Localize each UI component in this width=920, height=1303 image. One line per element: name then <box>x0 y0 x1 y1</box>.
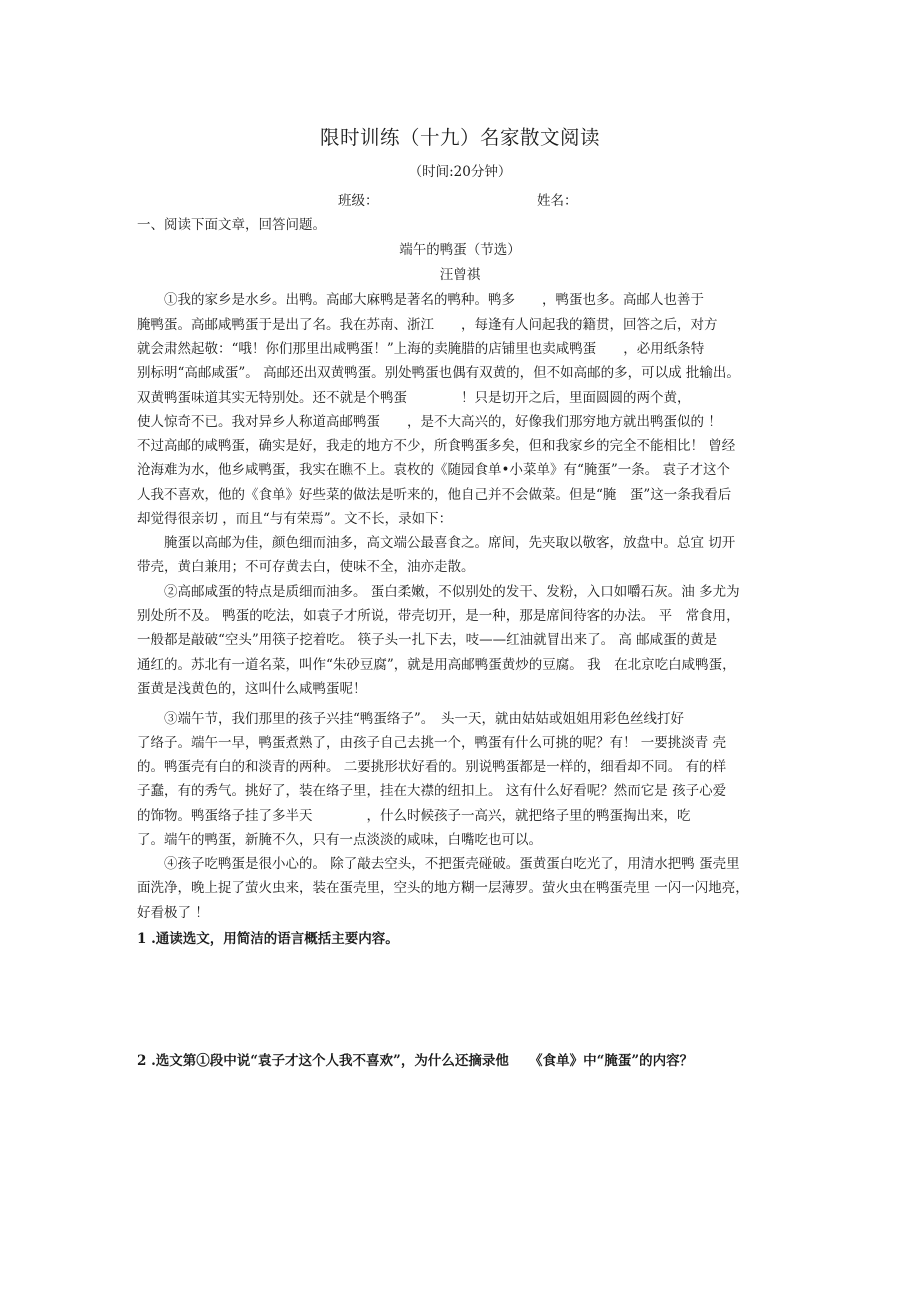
instruction: 一、阅读下面文章，回答问题。 <box>137 217 326 233</box>
article-line: 的饰物。鸭蛋络子挂了多半天 ，什么时候孩子一高兴，就把络子里的鸭蛋掏出来，吃 <box>137 808 691 824</box>
question-1: 1 .通读选文，用简洁的语言概括主要内容。 <box>137 931 399 947</box>
name-label: 姓名： <box>537 193 578 209</box>
article-line: 一般都是敲破“空头”用筷子挖着吃。 筷子头一扎下去，吱——红油就冒出来了。 高 邮咸蛋的黄是 <box>137 632 718 648</box>
article-line: ②高邮咸蛋的特点是质细而油多。 蛋白柔嫩，不似别处的发干、发粉，入口如嚼石灰。油 多尤为 <box>137 584 740 600</box>
article-line: 好看极了 ！ <box>137 905 209 921</box>
article-line: 蛋黄是浅黄色的，这叫什么咸鸭蛋呢！ <box>137 681 367 697</box>
article-line: 不过高邮的咸鸭蛋，确实是好，我走的地方不少，所食鸭蛋多矣，但和我家乡的完全不能相比！ 曾经 <box>137 438 736 454</box>
page-title: 限时训练（十九）名家散文阅读 <box>319 126 600 149</box>
article-line: ③端午节，我们那里的孩子兴挂“鸭蛋络子”。 头一天，就由姑姑或姐姐用彩色丝线打好 <box>137 711 685 727</box>
article-line: 腌蛋以高邮为佳，颜色细而油多，高文端公最喜食之。席间，先夹取以敬客，放盘中。总宜 切开 <box>137 535 736 551</box>
article-author: 汪曾祺 <box>439 267 481 283</box>
article-line: 通红的。苏北有一道名菜，叫作“朱砂豆腐”，就是用高邮鸭蛋黄炒的豆腐。 我 在北京吃白咸鸭蛋， <box>137 657 736 673</box>
class-label: 班级： <box>338 193 379 209</box>
question-2: 2 .选文第①段中说“袁子才这个人我不喜欢”，为什么还摘录他 《食单》中“腌蛋”的内容？ <box>137 1053 694 1069</box>
article-line: 使人惊奇不已。我对异乡人称道高邮鸭蛋 ，是不大高兴的，好像我们那穷地方就出鸭蛋似的 ！ <box>137 414 722 430</box>
article-line: 带壳，黄白兼用；不可存黄去白，使味不全，油亦走散。 <box>137 559 475 575</box>
article-line: 的。鸭蛋壳有白的和淡青的两种。 二要挑形状好看的。别说鸭蛋都是一样的，细看却不同。 有的样 <box>137 759 727 775</box>
article-line: 别标明“高邮咸蛋”。 高邮还出双黄鸭蛋。别处鸭蛋也偶有双黄的，但不如高邮的多，可以成 批输出。 <box>137 365 740 381</box>
article-line: 就会肃然起敬：“哦！你们那里出咸鸭蛋！”上海的卖腌腊的店铺里也卖咸鸭蛋 ，必用纸条特 <box>137 341 705 357</box>
article-title: 端午的鸭蛋（节选） <box>399 242 521 258</box>
article-line: 别处所不及。 鸭蛋的吃法，如袁子才所说，带壳切开，是一种，那是席间待客的办法。 平 常食用， <box>137 608 740 624</box>
article-line: 却觉得很亲切 ，而且“与有荣焉”。文不长，录如下： <box>137 511 453 527</box>
article-line: 面洗净，晚上捉了萤火虫来，装在蛋壳里，空头的地方糊一层薄罗。萤火虫在鸭蛋壳里 一闪一闪地亮， <box>137 880 749 896</box>
article-line: 了。端午的鸭蛋，新腌不久，只有一点淡淡的咸味，白嘴吃也可以。 <box>137 832 542 848</box>
article-line: ④孩子吃鸭蛋是很小心的。 除了敲去空头，不把蛋壳碰破。蛋黄蛋白吃光了，用清水把鸭 蛋壳里 <box>137 856 740 872</box>
article-line: 人我不喜欢，他的《食单》好些菜的做法是听来的，他自己并不会做菜。但是“腌 蛋”这一条我看后 <box>137 487 732 503</box>
article-line: 沧海难为水，他乡咸鸭蛋，我实在瞧不上。袁枚的《随园食单•小菜单》有“腌蛋”一条。 袁子才这个 <box>137 462 731 478</box>
article-line: 子蠢，有的秀气。挑好了，装在络子里，挂在大襟的纽扣上。 这有什么好看呢？然而它是 孩子心爱 <box>137 783 727 799</box>
article-line: 双黄鸭蛋味道其实无特别处。还不就是个鸭蛋 ！只是切开之后，里面圆圆的两个黄， <box>137 390 691 406</box>
article-line: ①我的家乡是水乡。出鸭。高邮大麻鸭是著名的鸭种。鸭多 ，鸭蛋也多。高邮人也善于 <box>137 292 704 308</box>
article-line: 了络子。端午一早，鸭蛋煮熟了，由孩子自己去挑一个，鸭蛋有什么可挑的呢？有！ 一要挑淡青 壳 <box>137 735 727 751</box>
article-line: 腌鸭蛋。高邮咸鸭蛋于是出了名。我在苏南、浙江 ，每逢有人问起我的籍贯，回答之后，对方 <box>137 317 718 333</box>
time-limit: （时间:20分钟） <box>408 164 512 180</box>
